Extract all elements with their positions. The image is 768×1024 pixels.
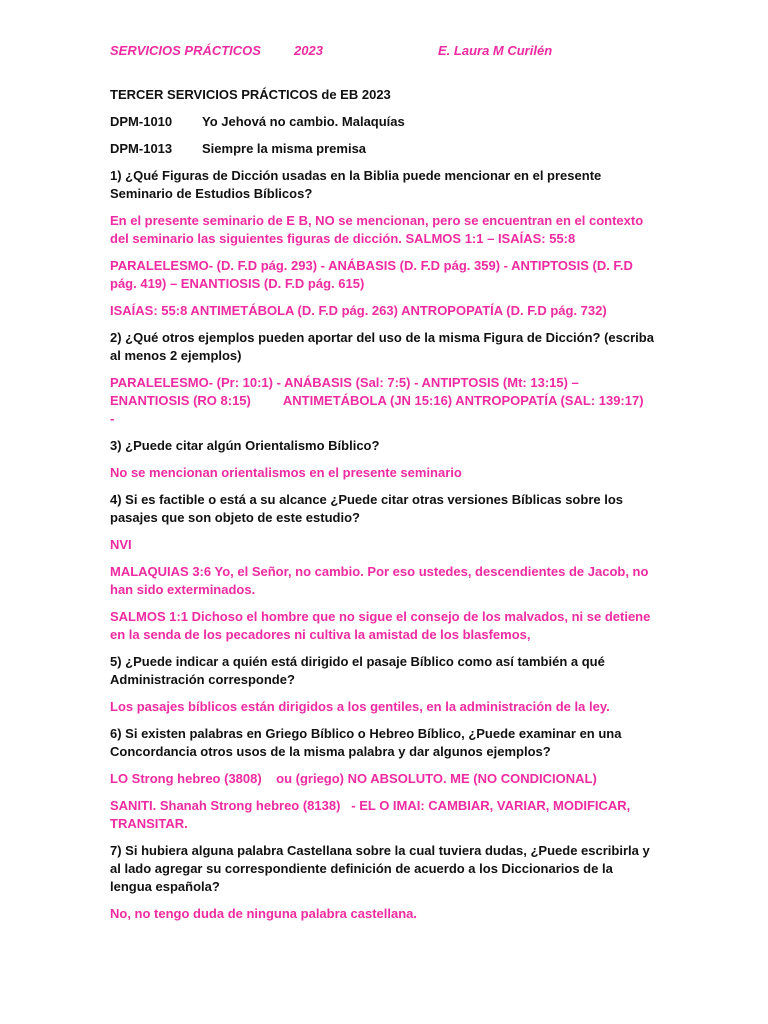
- question-6: 6) Si existen palabras en Griego Bíblico o Hebreo Bíblico, ¿Puede examinar en una Concordancia otros usos de la misma palabra y dar algunos ejemplos?: [110, 726, 622, 759]
- question-4: 4) Si es factible o está a su alcance ¿Puede citar otras versiones Bíblicas sobre los pasajes que son objeto de este estudio?: [110, 492, 623, 525]
- course-code: DPM-1013: [110, 141, 173, 156]
- page-header: [0, 42, 768, 62]
- answer-7: No, no tengo duda de ninguna palabra castellana.: [110, 906, 417, 921]
- header-title: SERVICIOS PRÁCTICOS: [110, 43, 261, 58]
- course-name: Yo Jehová no cambio. Malaquías: [202, 114, 405, 129]
- course-name: Siempre la misma premisa: [202, 141, 367, 156]
- answer-5: Los pasajes bíblicos están dirigidos a los gentiles, en la administración de la ley.: [110, 699, 610, 714]
- course-row: [110, 140, 658, 158]
- answer-6-lo: LO Strong hebreo (3808) ou (griego) NO ABSOLUTO. ME (NO CONDICIONAL): [110, 771, 597, 786]
- answer-4-version: NVI: [110, 537, 132, 552]
- question-7: 7) Si hubiera alguna palabra Castellana sobre la cual tuviera dudas, ¿Puede escribirla y al lado agregar su correspondiente definición de acuerdo a los Diccionarios de la lengua española?: [110, 843, 650, 894]
- course-code: DPM-1010: [110, 114, 173, 129]
- answer-3: No se mencionan orientalismos en el presente seminario: [110, 465, 462, 480]
- answer-4-salmos: SALMOS 1:1 Dichoso el hombre que no sigue el consejo de los malvados, ni se detiene en la senda de los pecadores ni cultiva la amistad de los blasfemos,: [110, 609, 651, 642]
- header-author: E. Laura M Curilén: [438, 43, 553, 58]
- question-5: 5) ¿Puede indicar a quién está dirigido el pasaje Bíblico como así también a qué Administración corresponde?: [110, 654, 605, 687]
- header-year: 2023: [294, 43, 323, 58]
- answer-1-isaias: ISAÍAS: 55:8 ANTIMETÁBOLA (D. F.D pág. 263) ANTROPOPATÍA (D. F.D pág. 732): [110, 303, 607, 318]
- question-3: 3) ¿Puede citar algún Orientalismo Bíblico?: [110, 438, 380, 453]
- answer-1-figures: PARALELESMO- (D. F.D pág. 293) - ANÁBASIS (D. F.D pág. 359) - ANTIPTOSIS (D. F.D pág. 419) – ENANTIOSIS (D. F.D pág. 615): [110, 258, 633, 291]
- answer-4-malaquias: MALAQUIAS 3:6 Yo, el Señor, no cambio. Por eso ustedes, descendientes de Jacob, no han sido exterminados.: [110, 564, 649, 597]
- document-body: [110, 86, 658, 932]
- question-1: 1) ¿Qué Figuras de Dicción usadas en la Biblia puede mencionar en el presente Seminario de Estudios Bíblicos?: [110, 168, 602, 201]
- answer-1-intro: En el presente seminario de E B, NO se mencionan, pero se encuentran en el contexto del seminario las siguientes figuras de dicción. SALMOS 1:1 – ISAÍAS: 55:8: [110, 213, 644, 246]
- answer-6-saniti: SANITI. Shanah Strong hebreo (8138) - EL O IMAI: CAMBIAR, VARIAR, MODIFICAR, TRANSITAR.: [110, 798, 634, 831]
- answer-2: PARALELESMO- (Pr: 10:1) - ANÁBASIS (Sal: 7:5) - ANTIPTOSIS (Mt: 13:15) – ENANTIOSIS (RO 8:15) ANTIMETÁBOLA (JN 15:16) ANTROPOPATÍA (SAL: 139:17) -: [110, 375, 655, 426]
- document-title: TERCER SERVICIOS PRÁCTICOS de EB 2023: [110, 87, 391, 102]
- course-row: [110, 113, 658, 131]
- question-2: 2) ¿Qué otros ejemplos pueden aportar del uso de la misma Figura de Dicción? (escriba al menos 2 ejemplos): [110, 330, 654, 363]
